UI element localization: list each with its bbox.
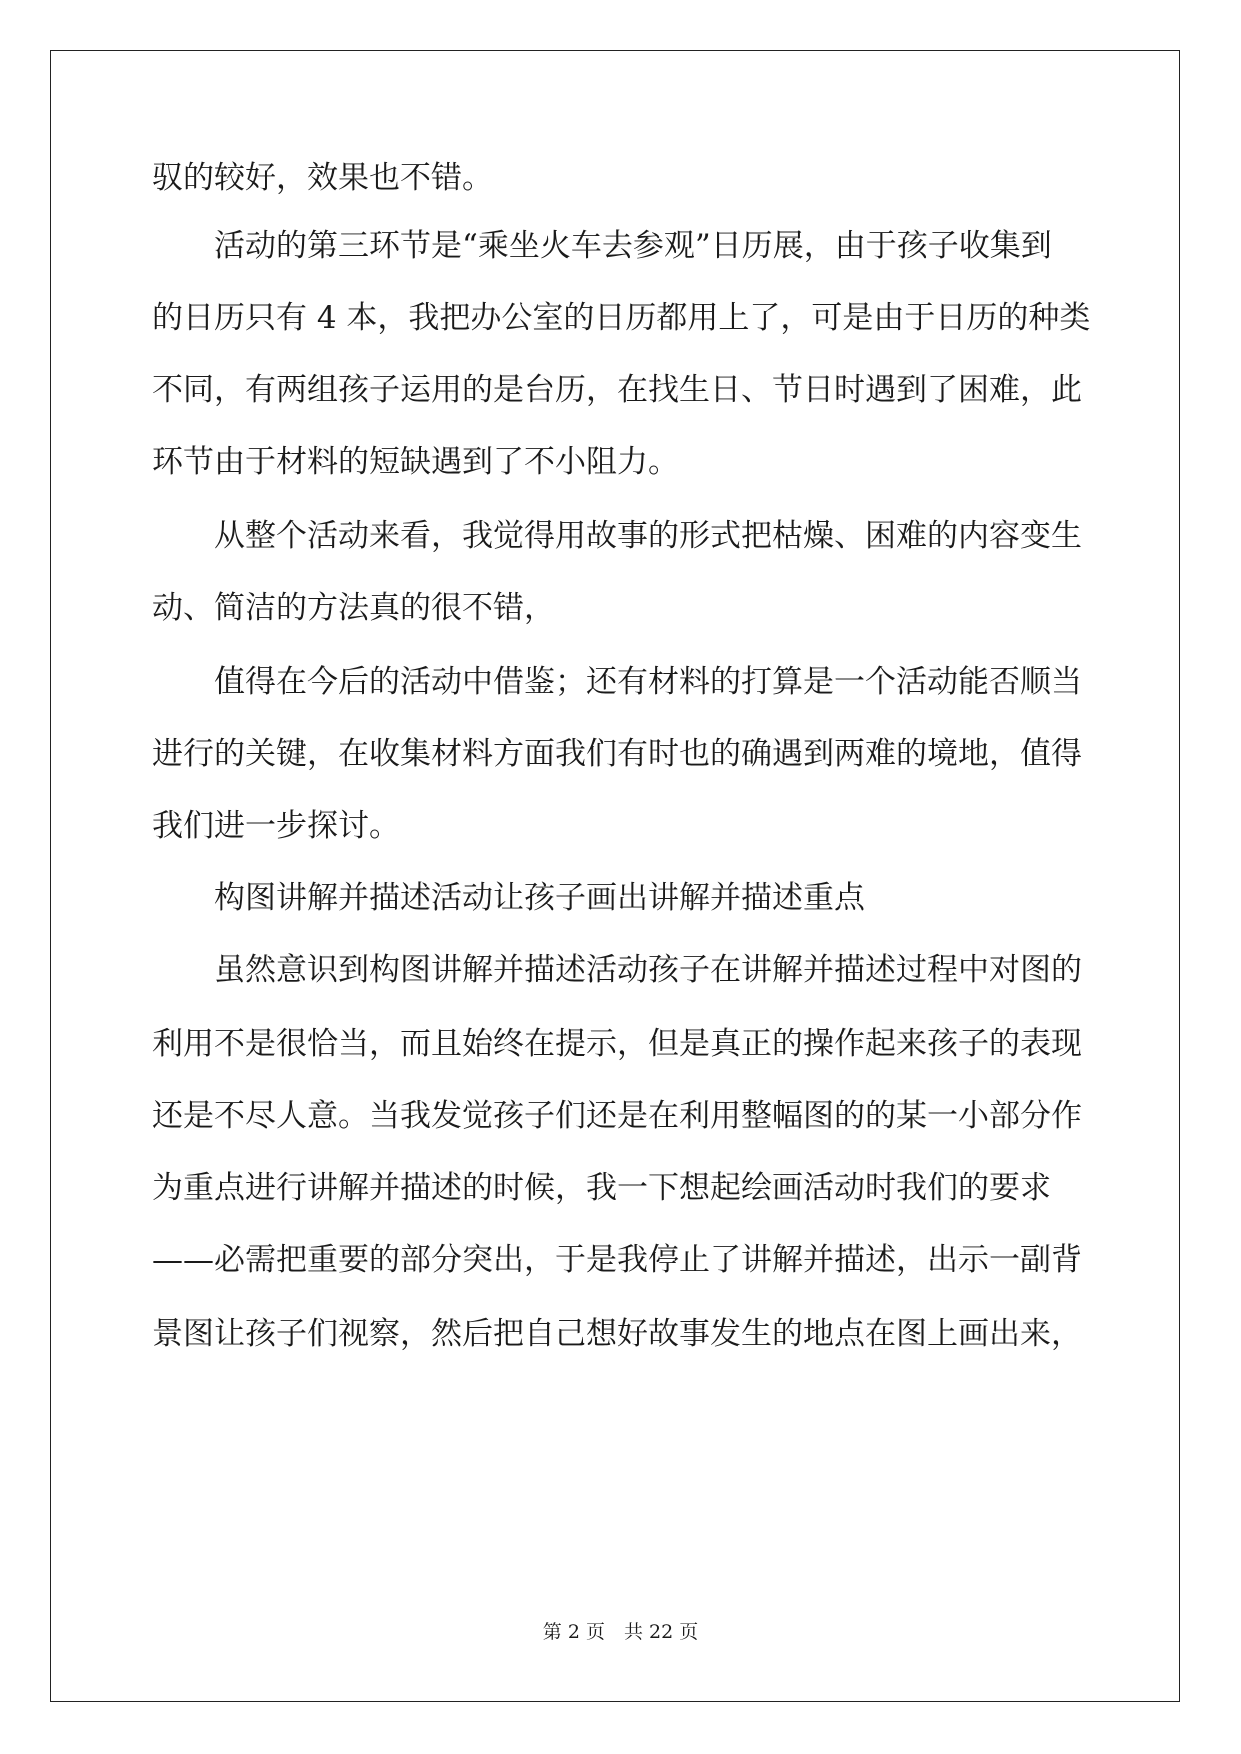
paragraph-start-line: 活动的第三环节是“乘坐火车去参观”日历展，由于孩子收集到 [214,228,1052,264]
paragraph-start-line: 从整个活动来看，我觉得用故事的形式把枯燥、困难的内容变生 [214,518,1082,554]
text-line: 的日历只有 4 本，我把办公室的日历都用上了，可是由于日历的种类 [152,300,1091,336]
text-line: 还是不尽人意。当我发觉孩子们还是在利用整幅图的的某一小部分作 [152,1098,1082,1134]
paragraph-start-line: 值得在今后的活动中借鉴；还有材料的打算是一个活动能否顺当 [214,664,1082,700]
text-line: 动、简洁的方法真的很不错， [152,590,555,626]
section-heading: 构图讲解并描述活动让孩子画出讲解并描述重点 [214,880,865,916]
text-line: 驭的较好，效果也不错。 [152,160,493,196]
page-number: 第 2 页 共 22 页 [542,1621,699,1643]
text-line: 景图让孩子们视察，然后把自己想好故事发生的地点在图上画出来， [152,1316,1082,1352]
text-line: 不同，有两组孩子运用的是台历，在找生日、节日时遇到了困难，此 [152,372,1082,408]
text-line: ——必需把重要的部分突出，于是我停止了讲解并描述，出示一副背 [152,1242,1082,1278]
text-line: 进行的关键，在收集材料方面我们有时也的确遇到两难的境地，值得 [152,736,1082,772]
text-line: 我们进一步探讨。 [152,808,400,844]
text-line: 环节由于材料的短缺遇到了不小阻力。 [152,444,679,480]
text-line: 利用不是很恰当，而且始终在提示，但是真正的操作起来孩子的表现 [152,1026,1082,1062]
paragraph-start-line: 虽然意识到构图讲解并描述活动孩子在讲解并描述过程中对图的 [214,952,1082,988]
text-line: 为重点进行讲解并描述的时候，我一下想起绘画活动时我们的要求 [152,1170,1051,1206]
